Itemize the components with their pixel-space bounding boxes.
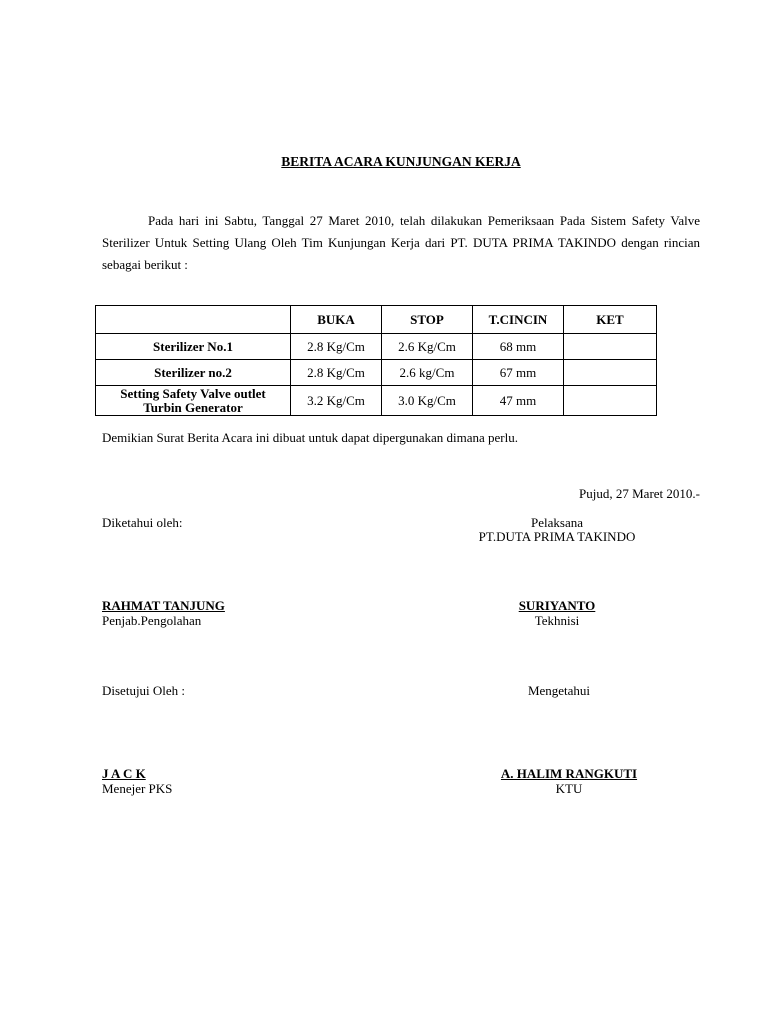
intro-paragraph xyxy=(102,210,700,276)
row-label-line-2: Turbin Generator xyxy=(143,399,243,415)
cell-cincin: 67 mm xyxy=(473,360,564,386)
table-header-row xyxy=(96,306,657,334)
cell-ket xyxy=(564,360,657,386)
table-row xyxy=(96,334,657,360)
signatory-position-1: Penjab.Pengolahan xyxy=(102,613,202,628)
intro-text: Pada hari ini Sabtu, Tanggal 27 Maret 2010, telah dilakukan Pemeriksaan Pada Sistem Safety Valve Sterilizer Untuk Setting Ulang Oleh Tim Kunjungan Kerja dari PT. DUTA PRIMA TAKINDO dengan rincian sebagai berikut : xyxy=(102,213,700,272)
cell-cincin: 68 mm xyxy=(473,334,564,360)
row-label: Sterilizer no.2 xyxy=(96,360,291,386)
cell-buka: 2.8 Kg/Cm xyxy=(291,360,382,386)
cell-buka: 2.8 Kg/Cm xyxy=(291,334,382,360)
header-cell-cincin: T.CINCIN xyxy=(473,306,564,334)
cell-ket xyxy=(564,334,657,360)
right-caption-1: Pelaksana xyxy=(531,515,583,530)
header-cell-buka: BUKA xyxy=(291,306,382,334)
cell-ket xyxy=(564,386,657,416)
cell-buka: 3.2 Kg/Cm xyxy=(291,386,382,416)
signatory-name-2: SURIYANTO xyxy=(518,598,596,613)
right-caption-2: Mengetahui xyxy=(527,683,591,698)
table-row xyxy=(96,360,657,386)
signatory-name-1: RAHMAT TANJUNG xyxy=(102,598,225,613)
cell-stop: 3.0 Kg/Cm xyxy=(382,386,473,416)
header-cell-blank xyxy=(96,306,291,334)
header-cell-ket: KET xyxy=(564,306,657,334)
signatory-position-4: KTU xyxy=(555,781,583,796)
row-label: Sterilizer No.1 xyxy=(96,334,291,360)
executor-company: PT.DUTA PRIMA TAKINDO xyxy=(478,529,636,544)
signatory-name-3: J A C K xyxy=(102,766,146,781)
closing-statement: Demikian Surat Berita Acara ini dibuat untuk dapat dipergunakan dimana perlu. xyxy=(102,430,518,445)
left-caption-1: Diketahui oleh: xyxy=(102,515,183,530)
row-label-line-1: Setting Safety Valve outlet xyxy=(120,385,266,401)
place-date: Pujud, 27 Maret 2010.- xyxy=(579,486,700,501)
signatory-position-2: Tekhnisi xyxy=(534,613,580,628)
cell-stop: 2.6 kg/Cm xyxy=(382,360,473,386)
header-cell-stop: STOP xyxy=(382,306,473,334)
table-row xyxy=(96,386,657,416)
document-title: BERITA ACARA KUNJUNGAN KERJA xyxy=(281,154,521,169)
cell-stop: 2.6 Kg/Cm xyxy=(382,334,473,360)
cell-cincin: 47 mm xyxy=(473,386,564,416)
row-label xyxy=(96,386,291,416)
valve-setting-table xyxy=(95,305,657,416)
signatory-name-4: A. HALIM RANGKUTI xyxy=(500,766,638,781)
signatory-position-3: Menejer PKS xyxy=(102,781,173,796)
left-caption-2: Disetujui Oleh : xyxy=(102,683,186,698)
